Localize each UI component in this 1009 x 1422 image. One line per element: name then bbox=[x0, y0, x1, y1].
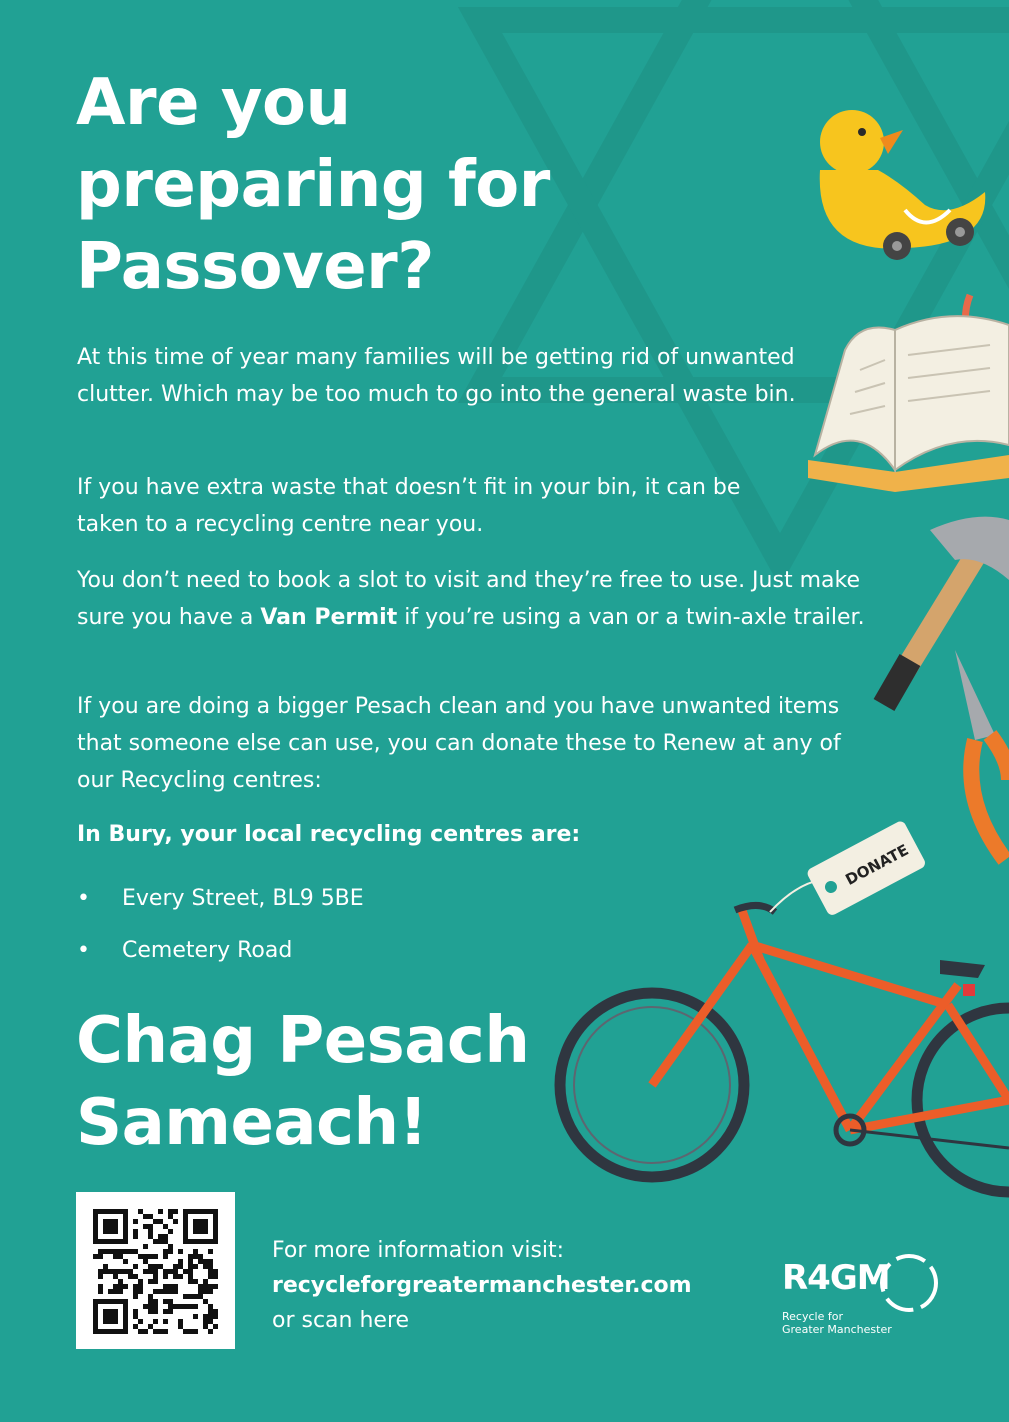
info-line: For more information visit: bbox=[272, 1238, 565, 1263]
logo-subtitle: Recycle for Greater Manchester bbox=[782, 1310, 892, 1336]
more-info bbox=[272, 1233, 692, 1338]
donate-tag-icon bbox=[770, 819, 927, 917]
qr-code-icon[interactable] bbox=[76, 1192, 235, 1349]
van-permit-link-text: Van Permit bbox=[260, 605, 398, 630]
pliers-icon bbox=[955, 650, 1009, 860]
logo-mark: R4GM bbox=[782, 1258, 890, 1298]
r4gm-logo bbox=[778, 1250, 948, 1360]
intro-paragraph: At this time of year many families will be getting rid of unwanted clutter. Which may be too much to go into the general waste bin. bbox=[77, 345, 796, 407]
bicycle-icon bbox=[560, 905, 1009, 1192]
closing-greeting: Chag Pesach Sameach! bbox=[76, 1004, 530, 1160]
bullet-icon: • bbox=[77, 938, 90, 963]
van-permit-text-after: if you’re using a van or a twin-axle trailer. bbox=[397, 605, 865, 630]
van-permit-paragraph bbox=[77, 562, 877, 636]
centre-name: Every Street, BL9 5BE bbox=[122, 886, 364, 911]
centres-heading: In Bury, your local recycling centres are: bbox=[77, 822, 581, 847]
van-permit-text-before: You don’t need to book a slot to visit and they’re free to use. Just make sure you have a bbox=[77, 568, 860, 630]
donate-paragraph: If you are doing a bigger Pesach clean and you have unwanted items that someone else can use, you can donate these to Renew at any of our Recycling centres: bbox=[77, 694, 841, 793]
list-item bbox=[77, 925, 364, 977]
centre-name: Cemetery Road bbox=[122, 938, 293, 963]
bullet-icon: • bbox=[77, 886, 90, 911]
headline: Are you preparing for Passover? bbox=[76, 66, 550, 304]
qr-code-graphic bbox=[76, 1192, 235, 1349]
info-line-scan: or scan here bbox=[272, 1308, 410, 1333]
list-item bbox=[77, 873, 364, 925]
website-link[interactable]: recycleforgreatermanchester.com bbox=[272, 1273, 692, 1298]
extra-waste-paragraph: If you have extra waste that doesn’t fit in your bin, it can be taken to a recycling centre near you. bbox=[77, 475, 741, 537]
centres-list bbox=[77, 873, 364, 977]
donate-tag-text: DONATE bbox=[842, 840, 912, 889]
hammer-icon bbox=[884, 517, 1009, 705]
